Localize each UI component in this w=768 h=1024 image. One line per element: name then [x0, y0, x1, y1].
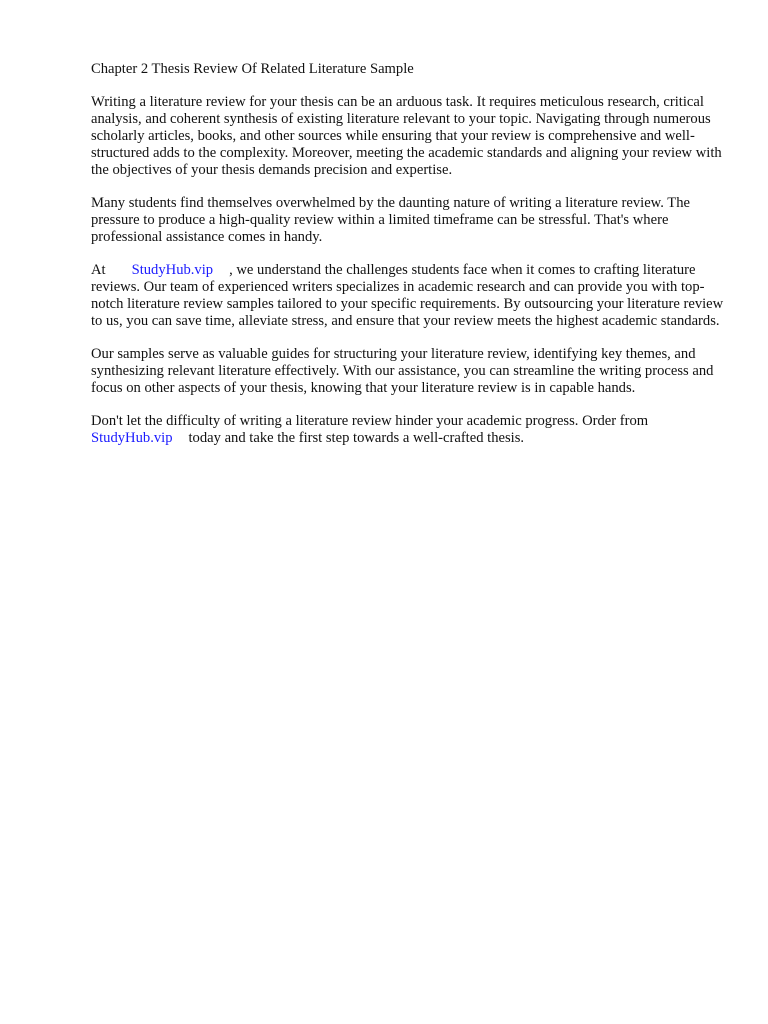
studyhub-order-link[interactable]: StudyHub.vip [91, 430, 173, 446]
paragraph-samples: Our samples serve as valuable guides for structuring your literature review, identifying key themes, and synthesizing relevant literature effectively. With our assistance, you can streamline the writing process and focus on other aspects of your thesis, knowing that your literature review is in capable hands. [91, 346, 714, 396]
paragraph-order-prefix: Don't let the difficulty of writing a literature review hinder your academic progress. Order from [91, 413, 649, 429]
paragraph-studyhub [91, 262, 731, 330]
paragraph-studyhub-suffix: , we understand the challenges students face when it comes to crafting literature reviews. Our team of experienced writers specializes in academic research and can provide you with top-notch literature review samples tailored to your specific requirements. By outsourcing your literature review to us, you can save time, alleviate stress, and ensure that your review meets the highest academic standards. [91, 262, 724, 329]
document-title: Chapter 2 Thesis Review Of Related Literature Sample [91, 61, 414, 77]
paragraph-studyhub-prefix: At [91, 262, 106, 278]
paragraph-intro: Writing a literature review for your thesis can be an arduous task. It requires meticulous research, critical analysis, and coherent synthesis of existing literature relevant to your topic. Navigating through numerous scholarly articles, books, and other sources while ensuring that your review is comprehensive and well-structured adds to the complexity. Moreover, meeting the academic standards and aligning your review with the objectives of your thesis demands precision and expertise. [91, 94, 722, 178]
document-body [91, 61, 731, 463]
paragraph-order [91, 413, 731, 447]
paragraph-students: Many students find themselves overwhelmed by the daunting nature of writing a literature review. The pressure to produce a high-quality review within a limited timeframe can be stressful. That's where professional assistance comes in handy. [91, 195, 690, 245]
paragraph-order-suffix: today and take the first step towards a well-crafted thesis. [188, 430, 525, 446]
studyhub-link[interactable]: StudyHub.vip [131, 262, 214, 278]
